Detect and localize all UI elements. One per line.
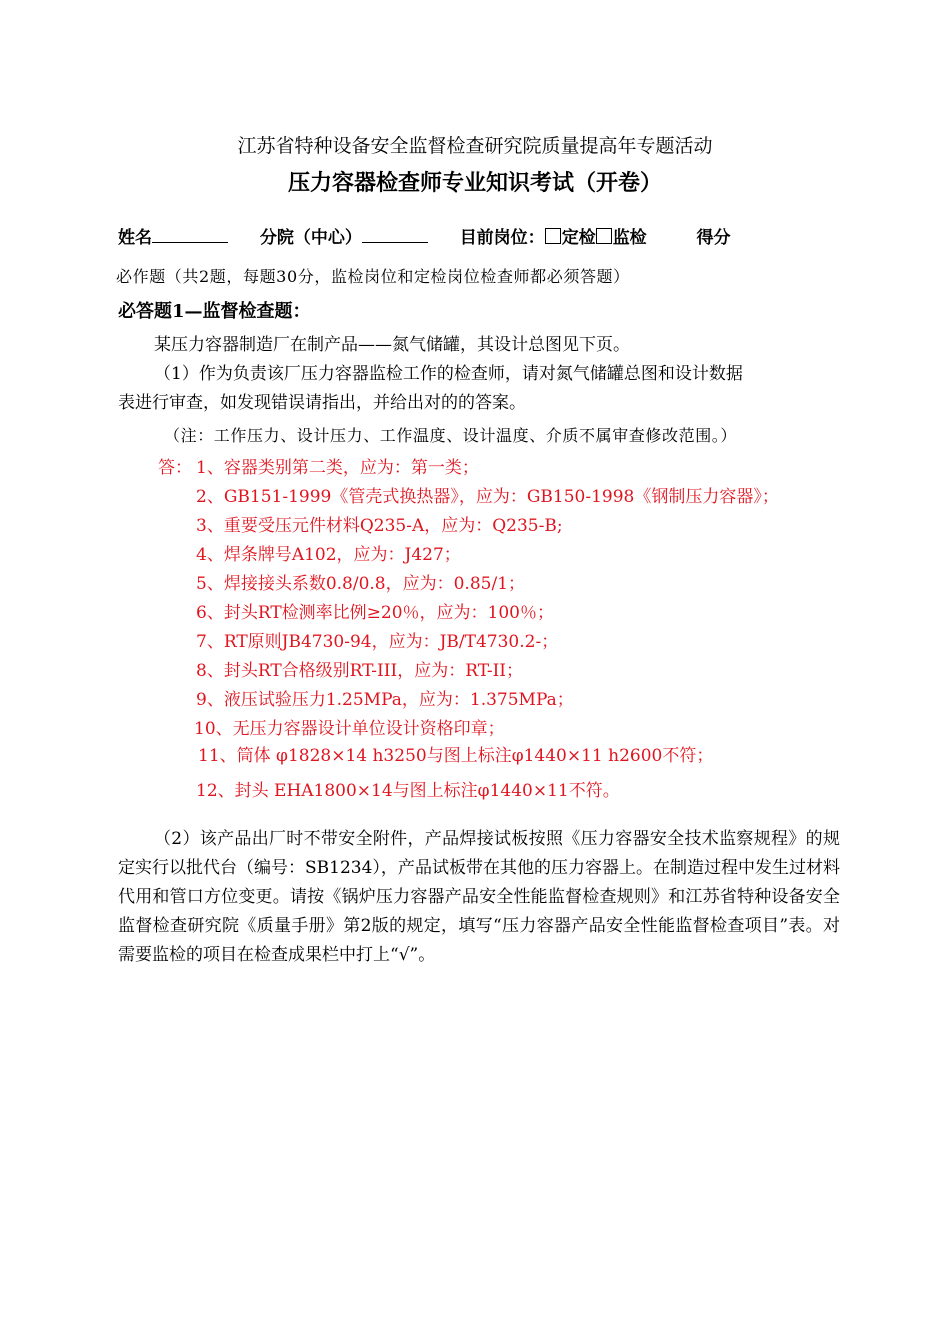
answer-item: 12、封头 EHA1800×14与图上标注φ1440×11不符。 (196, 781, 620, 801)
answer-item: 2、GB151-1999《管壳式换热器》，应为：GB150-1998《钢制压力容器》； (196, 487, 779, 507)
answer-item: 7、RT原则JB4730-94，应为：JB/T4730.2-； (196, 632, 559, 652)
answer-item: 1、容器类别第二类，应为：第一类； (196, 458, 479, 478)
answer-item: 6、封头RT检测率比例≥20％，应为：100％； (196, 603, 554, 623)
question1-intro: 某压力容器制造厂在制产品——氮气储罐，其设计总图见下页。 (154, 335, 630, 355)
exam-title: 压力容器检查师专业知识考试（开卷） (287, 170, 662, 196)
score-label: 得分 (696, 228, 731, 248)
position-label: 目前岗位： (459, 228, 545, 248)
part1-line1: （1）作为负责该厂压力容器监检工作的检查师，请对氮气储罐总图和设计数据 (154, 364, 743, 384)
supervision-option-label: 监检 (612, 228, 647, 248)
name-blank[interactable] (152, 226, 228, 243)
part2-paragraph: （2）该产品出厂时不带安全附件，产品焊接试板按照《压力容器安全技术监察规程》的规定实行以批代台（编号：SB1234），产品试板带在其他的压力容器上。在制造过程中发生过材料代用和管口方位变更。请按《锅炉压力容器产品安全性能监督检查规则》和江苏省特种设备安全监督检查研究院《质量手册》第2版的规定，填写“压力容器产品安全性能监督检查项目”表。对需要监检的项目在检查成果栏中打上“√”。 (118, 829, 840, 965)
branch-blank[interactable] (362, 226, 428, 243)
periodic-checkbox[interactable] (545, 228, 561, 244)
institute-title: 江苏省特种设备安全监督检查研究院质量提高年专题活动 (237, 135, 713, 157)
answer-item: 9、液压试验压力1.25MPa，应为：1.375MPa； (196, 690, 574, 710)
answer-item: 10、无压力容器设计单位设计资格印章； (194, 719, 505, 739)
answer-item: 4、焊条牌号A102，应为：J427； (196, 545, 461, 565)
answer-item: 5、焊接接头系数0.8/0.8，应为：0.85/1； (196, 574, 526, 594)
periodic-option-label: 定检 (561, 228, 596, 248)
answer-prefix: 答： (158, 458, 192, 478)
answer-item: 8、封头RT合格级别RT-III，应为：RT-II； (196, 661, 524, 681)
answer-item: 3、重要受压元件材料Q235-A，应为：Q235-B; (196, 516, 563, 536)
question1-heading: 必答题1—监督检查题： (118, 301, 311, 322)
part1-line2: 表进行审查，如发现错误请指出，并给出对的的答案。 (118, 393, 526, 413)
name-label: 姓名 (118, 228, 152, 248)
candidate-info-row (118, 226, 731, 250)
answer-item: 11、筒体 φ1828×14 h3250与图上标注φ1440×11 h2600不符； (198, 746, 714, 766)
review-note: （注：工作压力、设计压力、工作温度、设计温度、介质不属审查修改范围。） (164, 426, 738, 445)
supervision-checkbox[interactable] (596, 228, 612, 244)
branch-label: 分院（中心） (259, 228, 362, 248)
instruction-text: 必作题（共2题，每题30分，监检岗位和定检岗位检查师都必须答题） (116, 267, 630, 286)
